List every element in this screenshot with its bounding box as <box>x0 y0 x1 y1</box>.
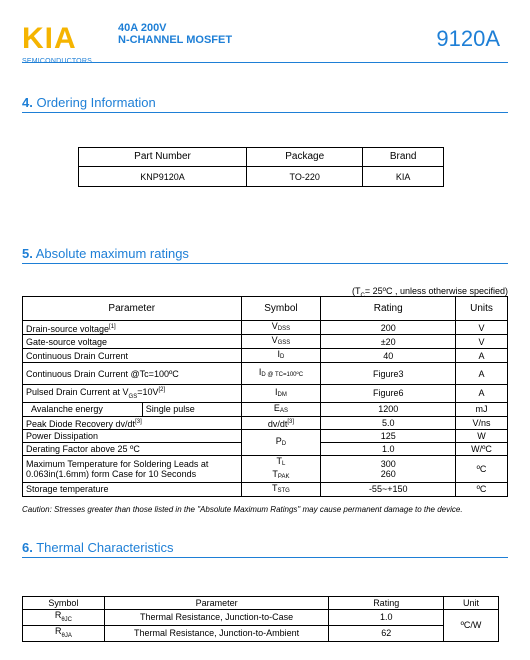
header-cell: Brand <box>363 148 444 167</box>
device-type: N-CHANNEL MOSFET <box>118 34 233 46</box>
test-condition: ($T_C=$ 25ºC , unless otherwise specified) <box>352 286 508 299</box>
table-row: Power Dissipation $P_D$ 125 W <box>23 429 508 442</box>
table-row <box>79 167 444 187</box>
table-header-row <box>79 148 444 167</box>
section-label: Thermal Characteristics <box>36 540 174 555</box>
ordering-table <box>78 147 444 187</box>
table-row: Peak Diode Recovery dv/dt[3] dv/dt[3] 5.0 V/ns <box>23 416 508 429</box>
section-number: 5. <box>22 246 33 261</box>
thermal-table <box>22 596 499 642</box>
table-row: Derating Factor above 25 ºC 1.0 W/ºC <box>23 442 508 455</box>
section-title-abs-max <box>22 246 189 261</box>
company-logo <box>22 24 102 65</box>
cell-brand: KIA <box>363 167 444 187</box>
device-description <box>118 22 232 46</box>
logo-text: KIA <box>22 22 77 55</box>
table-row: $R_{\theta JC}$ Thermal Resistance, Junction-to-Case 1.0 ºC/W <box>23 610 499 626</box>
header-cell: Parameter <box>23 297 242 321</box>
logo-subtitle: SEMICONDUCTORS <box>22 58 92 65</box>
table-row: Drain-source voltage[1] $V_{DSS}$ 200 V <box>23 321 508 335</box>
header-cell: Symbol <box>241 297 321 321</box>
section-divider <box>22 557 508 558</box>
table-row: Avalanche energy Single pulse $E_{AS}$ 1200 mJ <box>23 402 508 416</box>
section-divider <box>22 112 508 113</box>
section-label: Absolute maximum ratings <box>35 246 189 261</box>
table-row: Gate-source voltage $V_{GSS}$ ±20 V <box>23 335 508 349</box>
cell-package: TO-220 <box>247 167 363 187</box>
section-divider <box>22 263 508 264</box>
table-row: Pulsed Drain Current at $V_{GS}=10V[2]$ $I_{DM}$ Figure6 A <box>23 385 508 403</box>
table-row: Continuous Drain Current $I_D$ 40 A <box>23 349 508 363</box>
header-cell: Parameter <box>104 597 328 610</box>
table-header-row <box>23 597 499 610</box>
unit-cell: ºC/W <box>444 610 499 642</box>
section-number: 4. <box>22 95 33 110</box>
table-row: Maximum Temperature for Soldering Leads at 0.063in(1.6mm) form Case for 10 Seconds $T_L$ $T_{PAK}$ 300 260 ºC <box>23 455 508 482</box>
caution-note: Caution: Stresses greater than those listed in the "Absolute Maximum Ratings" may cause permanent damage to the device. <box>22 505 463 514</box>
cell-part-number: KNP9120A <box>79 167 247 187</box>
section-label: Ordering Information <box>36 95 156 110</box>
table-header-row <box>23 297 508 321</box>
section-title-thermal <box>22 540 174 555</box>
table-row: Continuous Drain Current @Tc=100ºC $I_{D @ TC=100ºC}$ Figure3 A <box>23 363 508 385</box>
absolute-max-table <box>22 296 508 497</box>
section-title-ordering <box>22 95 156 110</box>
header-cell: Rating <box>329 597 444 610</box>
header-cell: Rating <box>321 297 456 321</box>
table-row: Storage temperature $T_{STG}$ -55~+150 ºC <box>23 482 508 496</box>
header-cell: Unit <box>444 597 499 610</box>
header-cell: Symbol <box>23 597 105 610</box>
header-cell: Package <box>247 148 363 167</box>
section-number: 6. <box>22 540 33 555</box>
part-number: 9120A <box>436 26 500 51</box>
header-divider <box>22 62 508 63</box>
table-row: $R_{\theta JA}$ Thermal Resistance, Junction-to-Ambient 62 <box>23 625 499 641</box>
header-cell: Units <box>456 297 508 321</box>
device-rating: 40A 200V <box>118 22 167 34</box>
header-cell: Part Number <box>79 148 247 167</box>
